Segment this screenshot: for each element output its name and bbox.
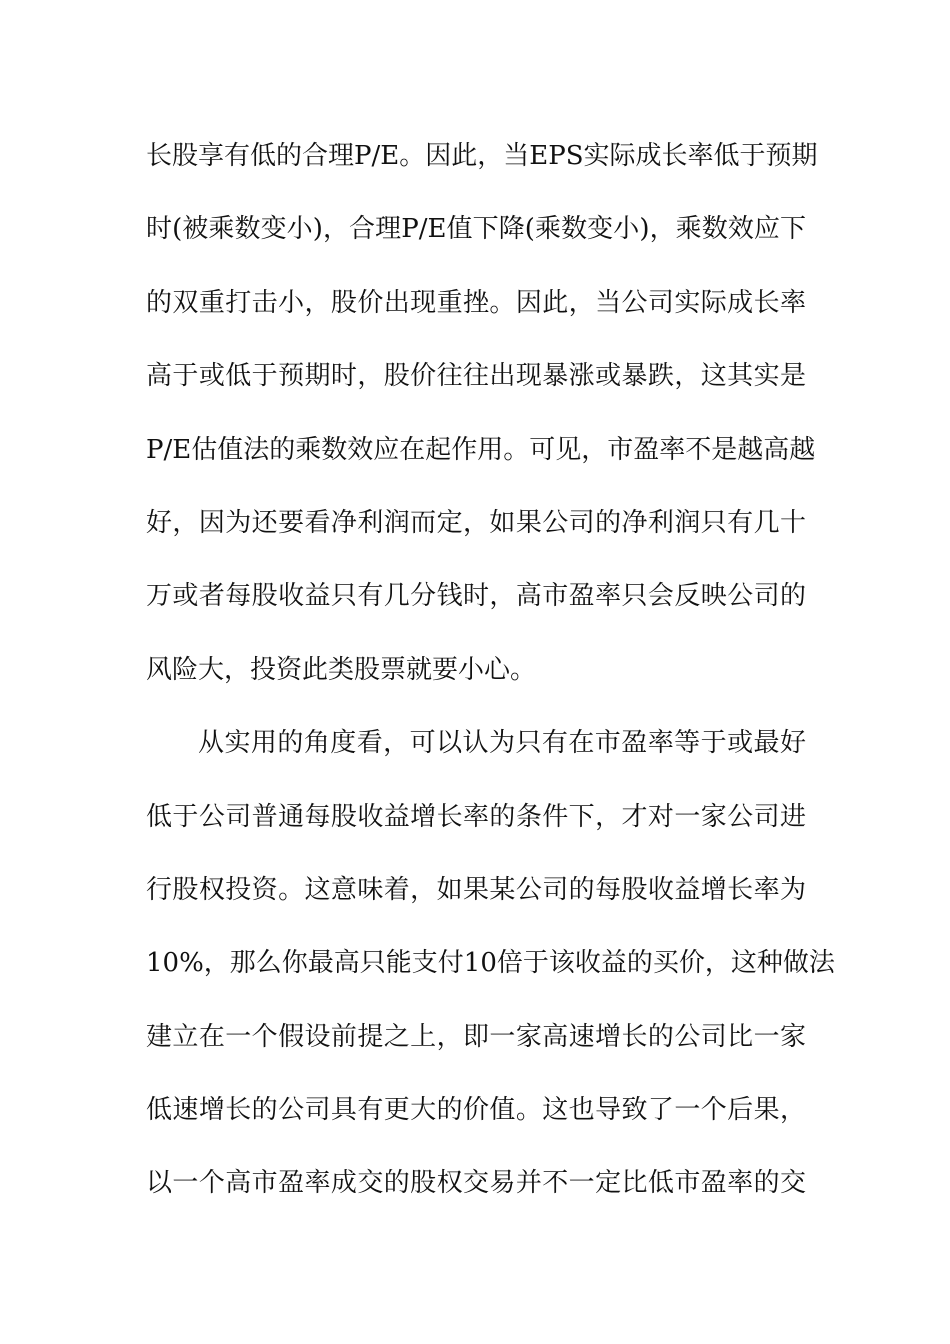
text-line: 好，因为还要看净利润而定，如果公司的净利润只有几十 [146, 507, 806, 538]
text-line: 以一个高市盈率成交的股权交易并不一定比低市盈率的交 [146, 1168, 806, 1199]
text-line: 10%，那么你最高只能支付10倍于该收益的买价，这种做法 [146, 948, 835, 979]
body-text [146, 126, 835, 1227]
paragraph-start-line: 从实用的角度看，可以认为只有在市盈率等于或最好 [198, 728, 806, 759]
text-line: 万或者每股收益只有几分钱时，高市盈率只会反映公司的 [146, 581, 806, 612]
text-line: P/E估值法的乘数效应在起作用。可见，市盈率不是越高越 [146, 434, 816, 465]
text-line: 高于或低于预期时，股价往往出现暴涨或暴跌，这其实是 [146, 361, 806, 392]
text-line: 低于公司普通每股收益增长率的条件下，才对一家公司进 [146, 801, 806, 832]
text-line: 长股享有低的合理P/E。因此，当EPS实际成长率低于预期 [146, 141, 818, 171]
text-line: 建立在一个假设前提之上，即一家高速增长的公司比一家 [146, 1021, 806, 1052]
text-line: 风险大，投资此类股票就要小心。 [146, 654, 537, 685]
text-line: 时(被乘数变小)，合理P/E值下降(乘数变小)，乘数效应下 [146, 214, 806, 245]
text-line: 的双重打击小，股价出现重挫。因此，当公司实际成长率 [146, 287, 806, 318]
text-line: 行股权投资。这意味着，如果某公司的每股收益增长率为 [146, 874, 806, 905]
text-line: 低速增长的公司具有更大的价值。这也导致了一个后果， [146, 1095, 806, 1126]
